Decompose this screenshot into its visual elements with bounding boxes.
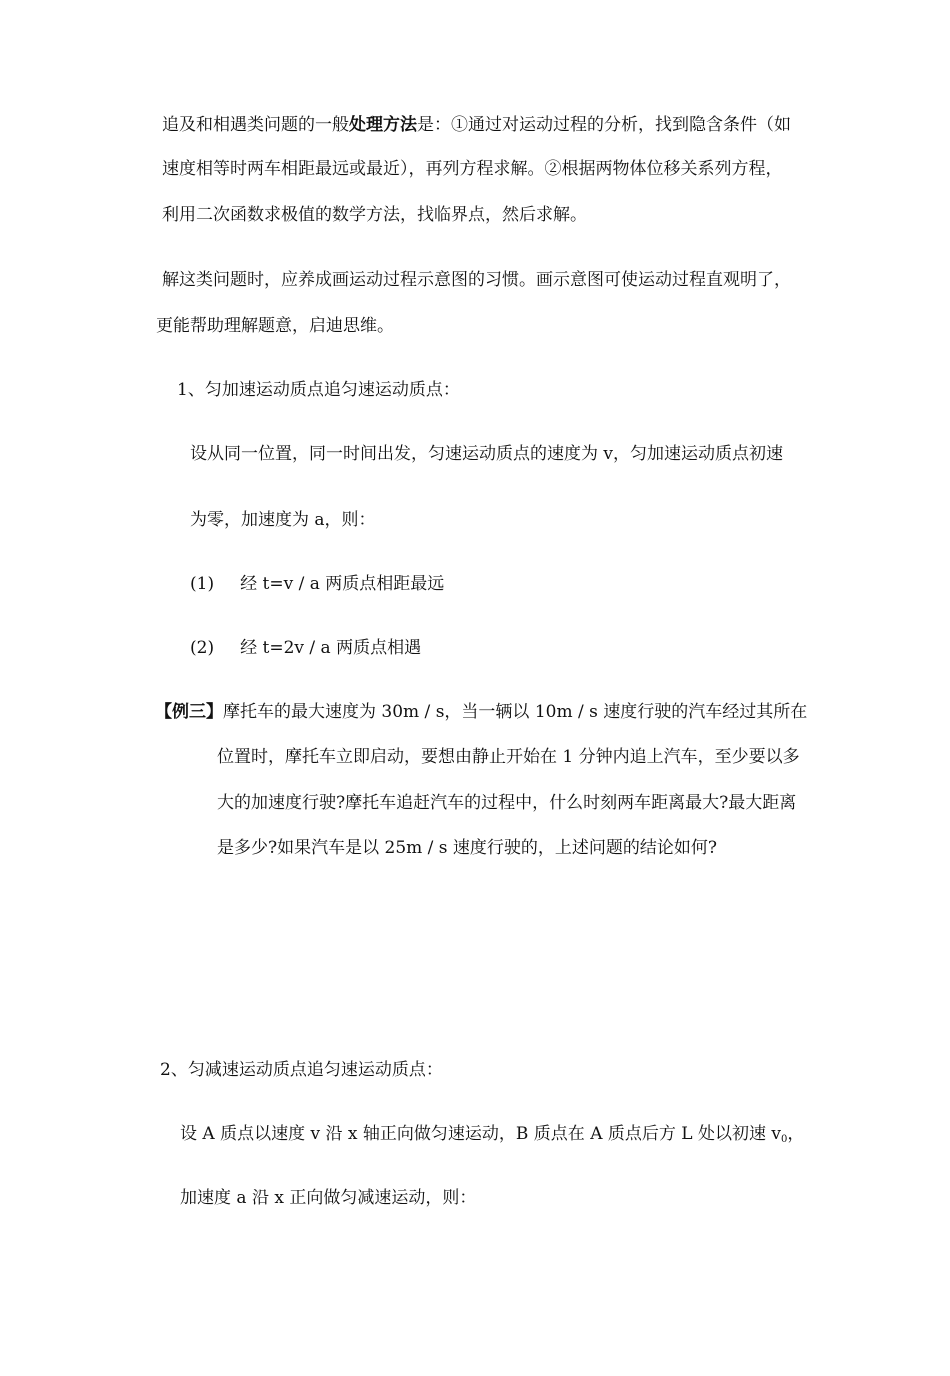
intro-p2-line1: 解这类问题时，应养成画运动过程示意图的习惯。画示意图可使运动过程直观明了， [162, 270, 791, 290]
section2-text: ， [787, 1124, 805, 1144]
intro-p2-line2: 更能帮助理解题意，启迪思维。 [156, 316, 394, 336]
subscript-zero: 0 [780, 1134, 788, 1145]
item-text: 经 t=v / a 两质点相距最远 [240, 574, 445, 594]
section2-desc-line1 [180, 1122, 804, 1152]
item-number: (2) [190, 638, 215, 658]
intro-bold-term: 处理方法 [349, 115, 417, 135]
section1-desc-line1: 设从同一位置，同一时间出发，匀速运动质点的速度为 v，匀加速运动质点初速 [190, 444, 784, 464]
intro-p1-line1 [162, 113, 791, 137]
example-label: 【例三】 [155, 702, 223, 722]
example-line3: 大的加速度行驶?摩托车追赶汽车的过程中，什么时刻两车距离最大?最大距离 [217, 793, 797, 813]
example-text: 摩托车的最大速度为 30m / s，当一辆以 10m / s 速度行驶的汽车经过其所在 [223, 702, 808, 722]
section2-desc-line2: 加速度 a 沿 x 正向做匀减速运动，则： [180, 1188, 477, 1208]
section2-text: 设 A 质点以速度 v 沿 x 轴正向做匀速运动，B 质点在 A 质点后方 L 处以初速 v [180, 1124, 781, 1144]
intro-text: 追及和相遇类问题的一般 [162, 115, 349, 135]
item-text: 经 t=2v / a 两质点相遇 [240, 638, 422, 658]
section2-heading: 2、匀减速运动质点追匀速运动质点： [160, 1060, 443, 1080]
section1-item-2 [190, 636, 421, 660]
section1-desc-line2: 为零，加速度为 a，则： [190, 510, 376, 530]
example-line4: 是多少?如果汽车是以 25m / s 速度行驶的，上述问题的结论如何? [217, 838, 718, 858]
intro-text: 是：①通过对运动过程的分析，找到隐含条件（如 [417, 115, 791, 135]
intro-p1-line2: 速度相等时两车相距最远或最近），再列方程求解。②根据两物体位移关系列方程， [162, 159, 783, 179]
item-number: (1) [190, 574, 215, 594]
example-line1 [155, 700, 807, 724]
section1-item-1 [190, 572, 444, 596]
example-line2: 位置时，摩托车立即启动，要想由静止开始在 1 分钟内追上汽车，至少要以多 [217, 747, 800, 767]
section1-heading: 1、匀加速运动质点追匀速运动质点： [177, 380, 460, 400]
intro-p1-line3: 利用二次函数求极值的数学方法，找临界点，然后求解。 [162, 205, 587, 225]
